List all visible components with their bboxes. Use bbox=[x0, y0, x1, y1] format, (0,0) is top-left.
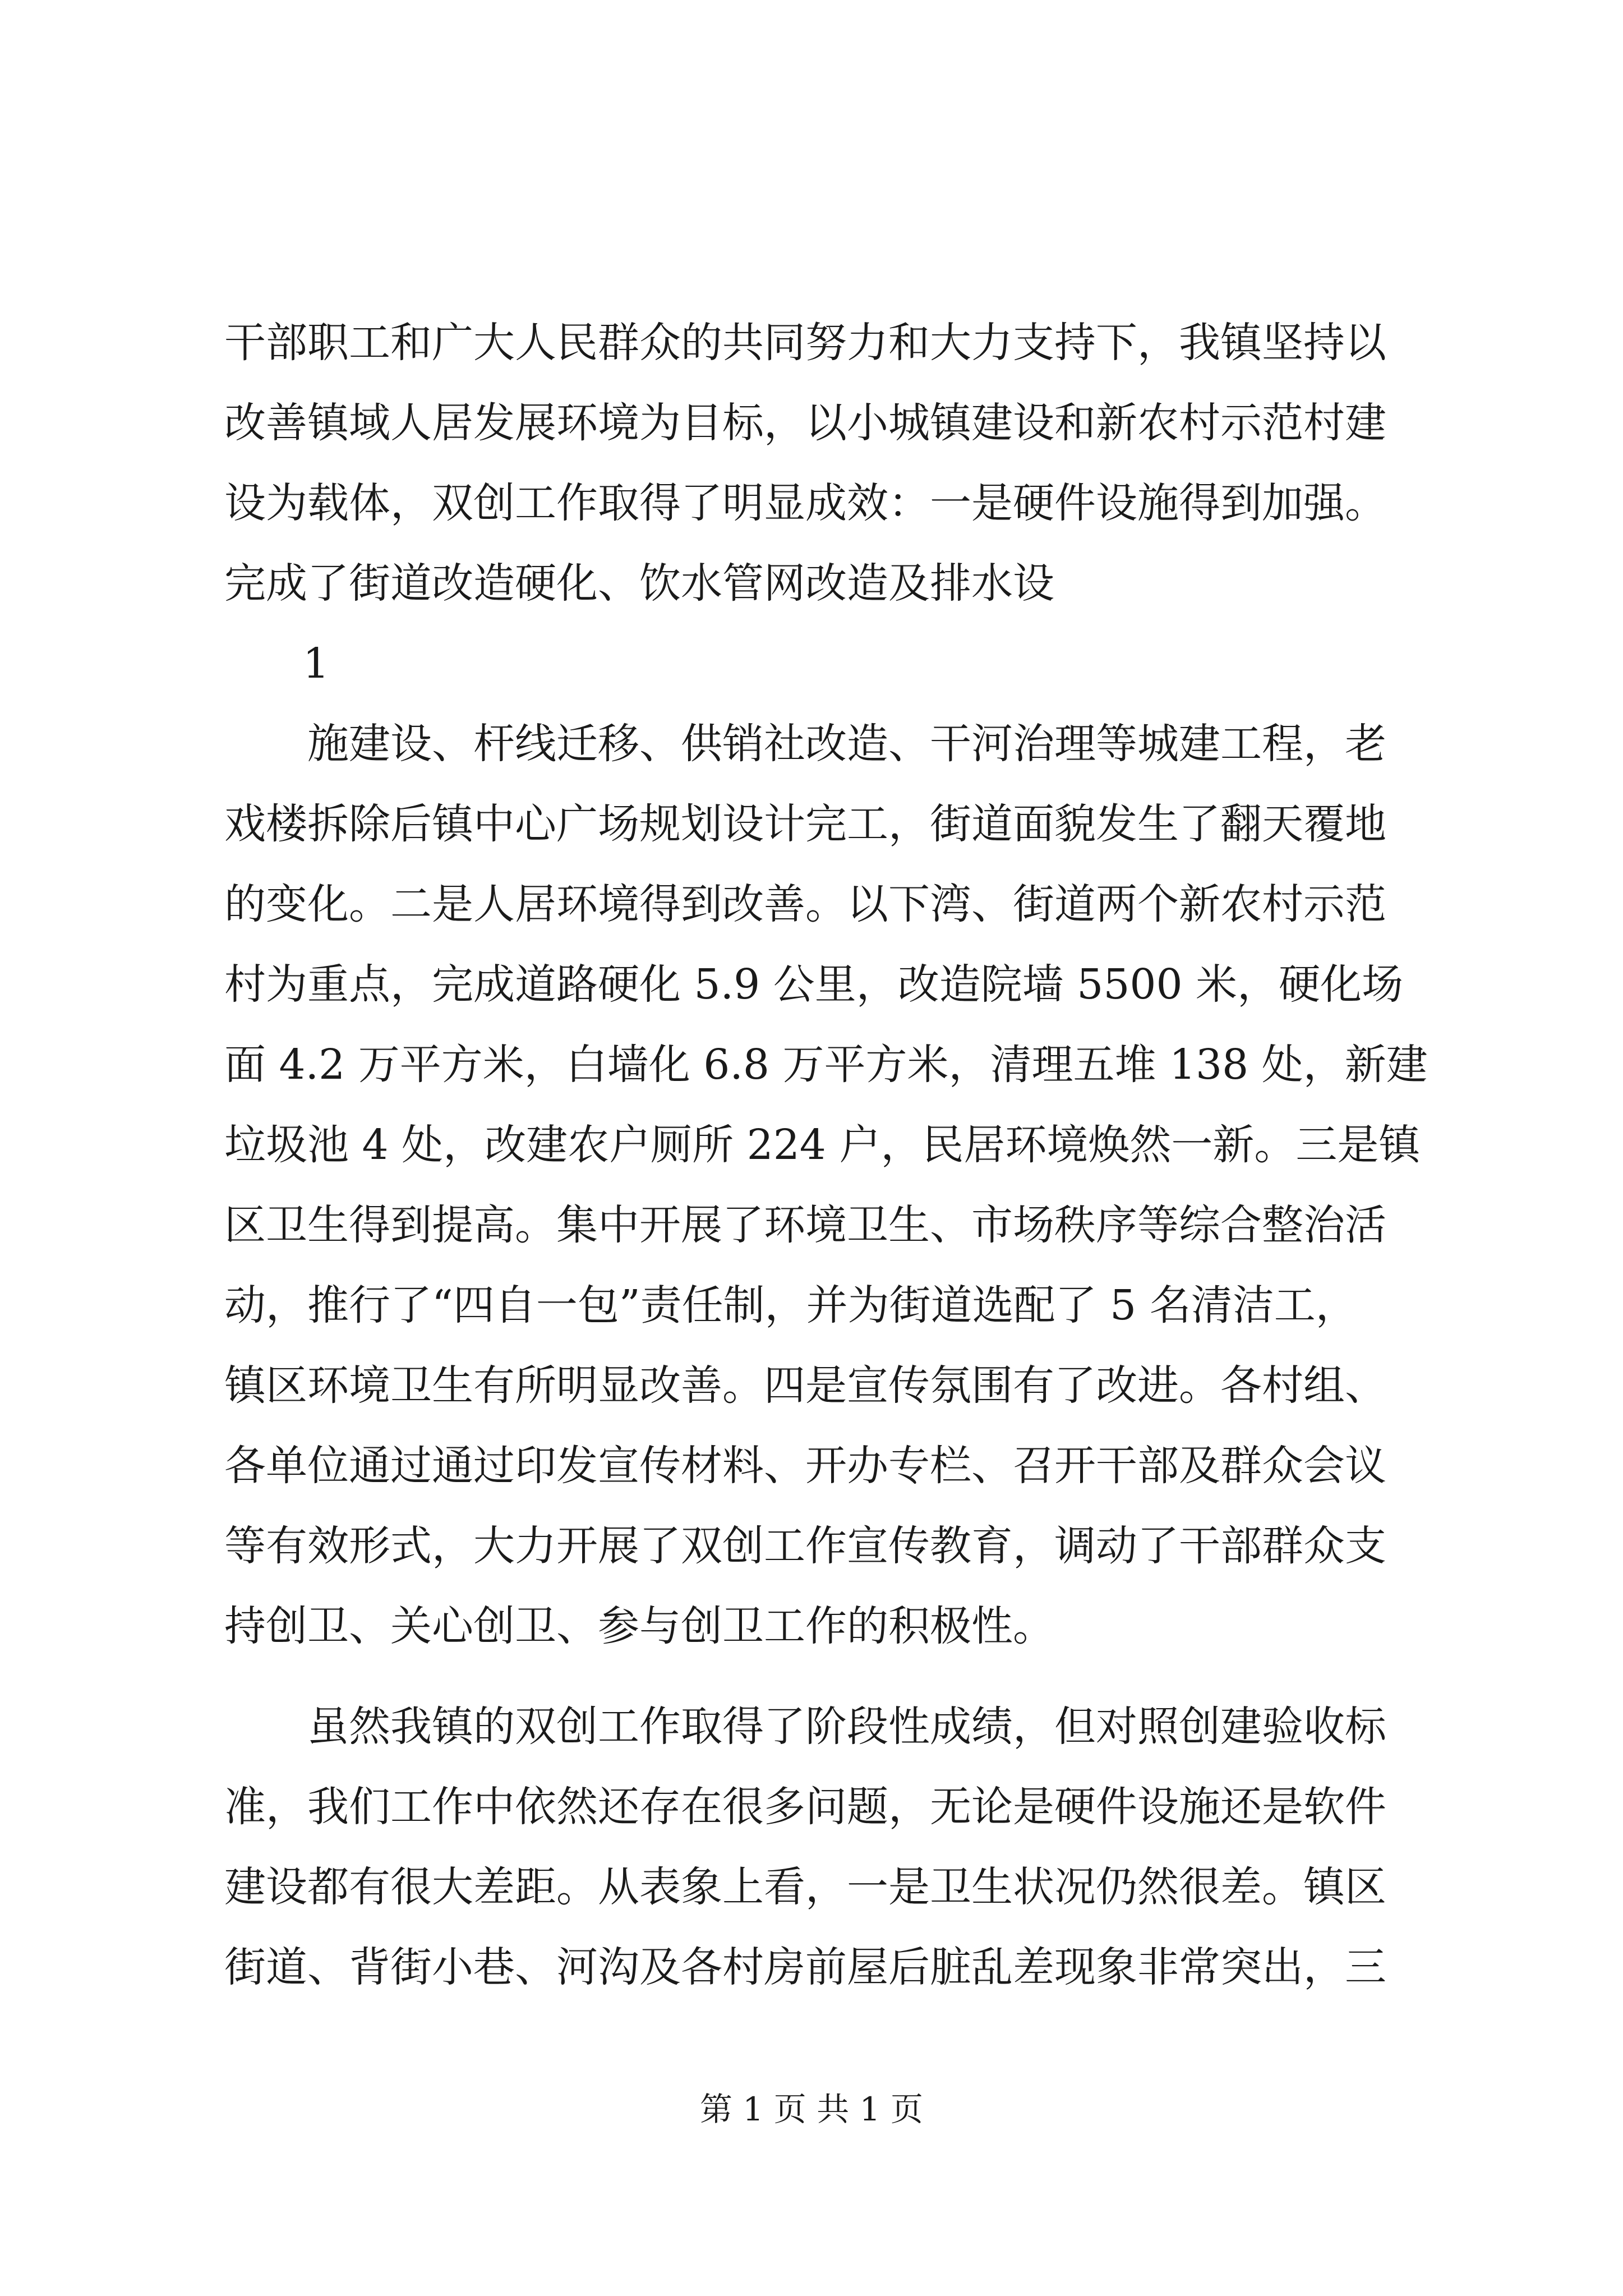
text-line: 持创卫、关心创卫、参与创卫工作的积极性。 bbox=[224, 1602, 1054, 1650]
text-line: 的变化。二是人居环境得到改善。以下湾、街道两个新农村示范 bbox=[224, 880, 1386, 928]
page-footer bbox=[0, 2087, 1623, 2132]
text-line: 面 4.2 万平方米，白墙化 6.8 万平方米，清理五堆 138 处，新建 bbox=[224, 1041, 1428, 1089]
document-body bbox=[224, 303, 1428, 2008]
text-line: 垃圾池 4 处，改建农户厕所 224 户，民居环境焕然一新。三是镇 bbox=[224, 1121, 1421, 1169]
text-line: 完成了街道改造硬化、饮水管网改造及排水设 bbox=[224, 559, 1054, 608]
text-line: 镇区环境卫生有所明显改善。四是宣传氛围有了改进。各村组、 bbox=[224, 1361, 1386, 1410]
text-line: 施建设、杆线迁移、供销社改造、干河治理等城建工程，老 bbox=[224, 720, 1386, 768]
text-line: 设为载体，双创工作取得了明显成效：一是硬件设施得到加强。 bbox=[224, 479, 1386, 527]
text-line: 干部职工和广大人民群众的共同努力和大力支持下，我镇坚持以 bbox=[224, 319, 1386, 367]
paragraph-3 bbox=[224, 1687, 1402, 2008]
text-line: 区卫生得到提高。集中开展了环境卫生、市场秩序等综合整治活 bbox=[224, 1201, 1386, 1249]
inline-page-marker: 1 bbox=[303, 639, 330, 688]
paragraph-gap bbox=[224, 1667, 1402, 1687]
paragraph-1 bbox=[224, 303, 1402, 624]
text-line: 各单位通过通过印发宣传材料、开办专栏、召开干部及群众会议 bbox=[224, 1442, 1386, 1490]
page-count: 第 1 页 共 1 页 bbox=[700, 2090, 923, 2128]
text-line: 改善镇域人居发展环境为目标，以小城镇建设和新农村示范村建 bbox=[224, 399, 1386, 447]
text-line: 戏楼拆除后镇中心广场规划设计完工，街道面貌发生了翻天覆地 bbox=[224, 800, 1386, 848]
text-line: 等有效形式，大力开展了双创工作宣传教育，调动了干部群众支 bbox=[224, 1522, 1386, 1570]
text-line: 虽然我镇的双创工作取得了阶段性成绩，但对照创建验收标 bbox=[224, 1703, 1386, 1751]
text-line: 动，推行了“四自一包”责任制，并为街道选配了 5 名清洁工， bbox=[224, 1281, 1357, 1329]
text-line: 街道、背街小巷、河沟及各村房前屋后脏乱差现象非常突出，三 bbox=[224, 1943, 1386, 1991]
paragraph-2 bbox=[224, 704, 1428, 1667]
text-line: 建设都有很大差距。从表象上看，一是卫生状况仍然很差。镇区 bbox=[224, 1863, 1386, 1911]
text-line: 村为重点，完成道路硬化 5.9 公里，改造院墙 5500 米，硬化场 bbox=[224, 960, 1404, 1009]
text-line: 准，我们工作中依然还存在很多问题，无论是硬件设施还是软件 bbox=[224, 1783, 1386, 1831]
